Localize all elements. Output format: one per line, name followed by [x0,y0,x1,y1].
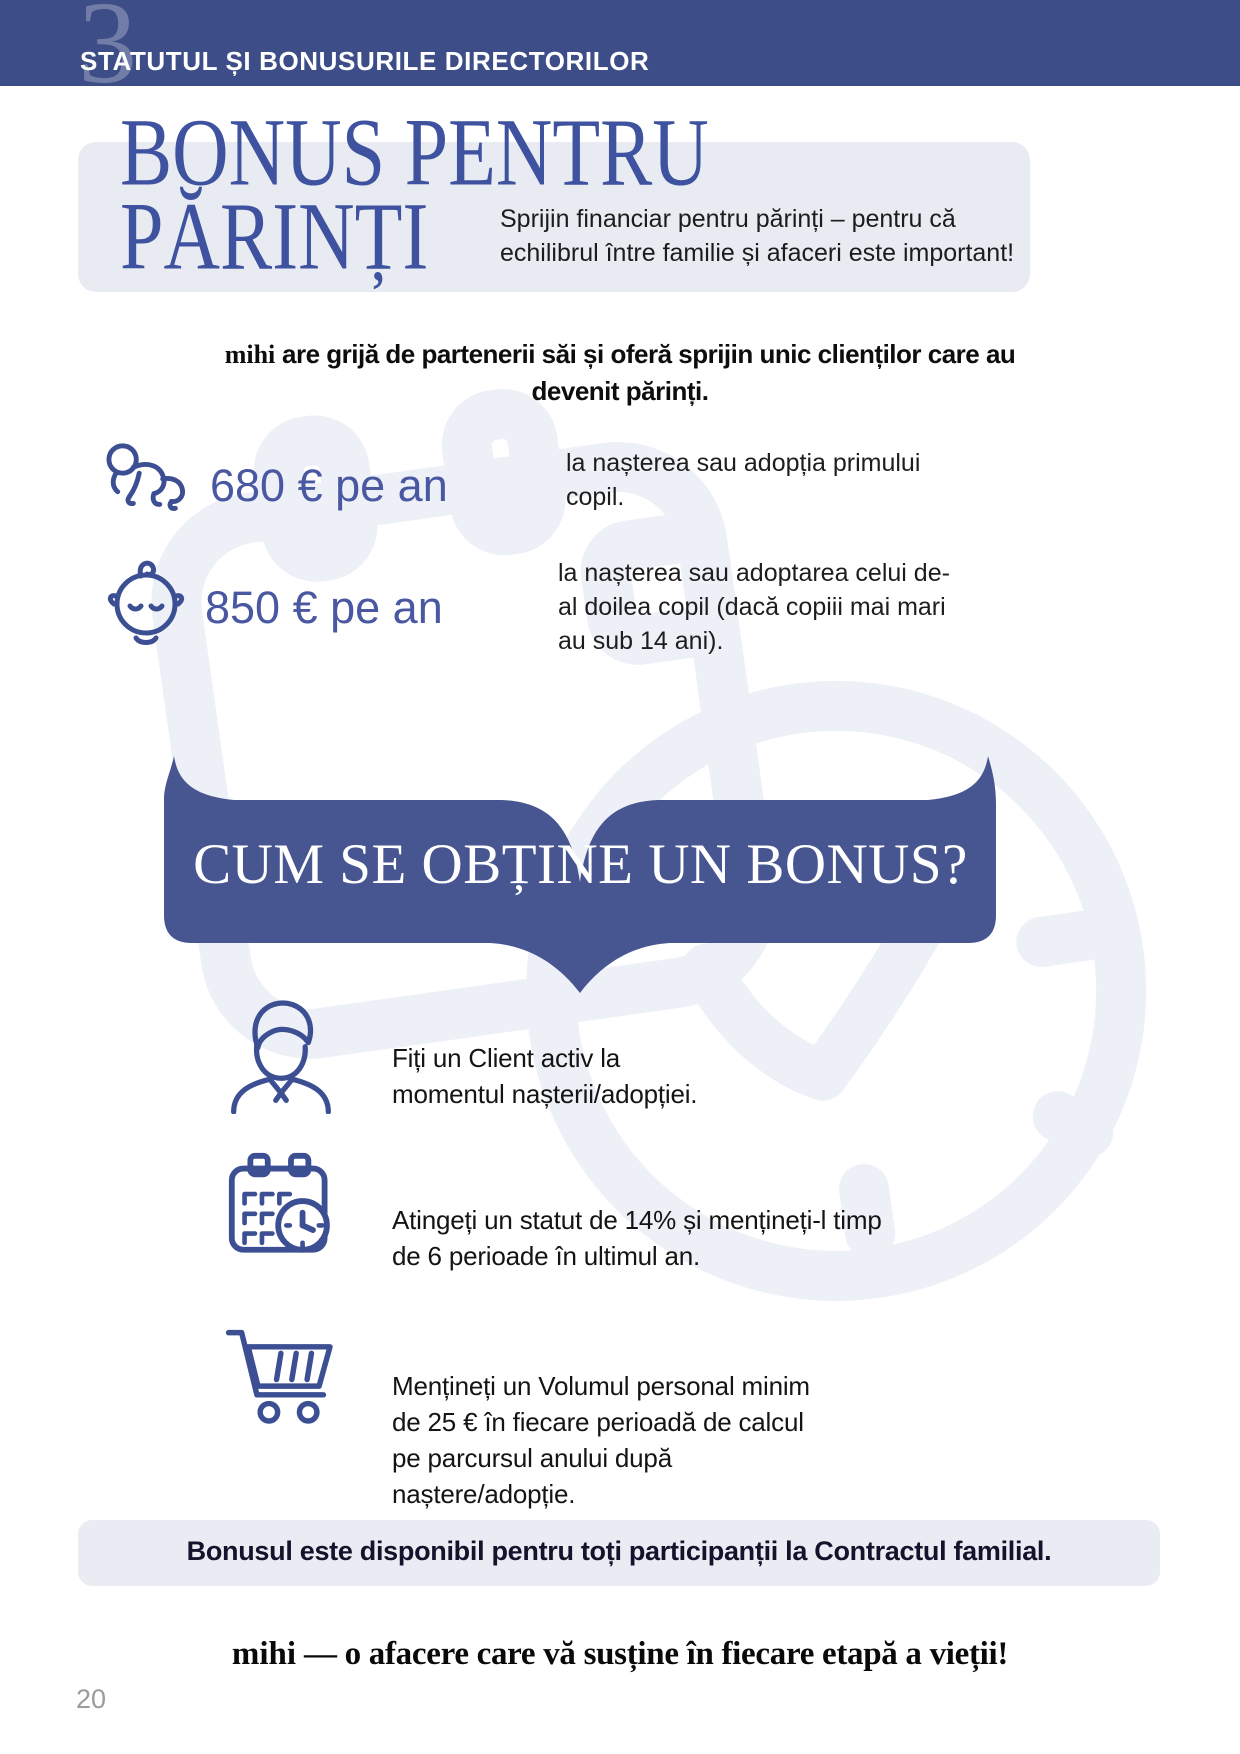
chapter-number: 3 [78,0,137,108]
person-icon [222,992,340,1114]
calendar-clock-icon [226,1150,342,1266]
chapter-title: STATUTUL ȘI BONUSURILE DIRECTORILOR [80,46,650,76]
benefit-desc-2: la nașterea sau adoptarea celui de-al doilea copil (dacă copiii mai mari au sub 14 ani). [558,559,950,655]
benefit-desc-1: la nașterea sau adopția primului copil. [566,449,921,511]
baby-crawling-icon [100,436,198,522]
benefit-amount-2: 850 € pe an [205,582,443,633]
chapter-header-bar [0,0,1240,108]
footer-note: Bonusul este disponibil pentru toți participanții la Contractul familial. [186,1536,1052,1566]
page-title-line1: BONUS PENTRU [120,98,709,206]
banner-title: CUM SE OBȚINE UN BONUS? [193,833,968,896]
page-number: 20 [76,1684,107,1714]
page-title-line2: PĂRINȚI [120,182,429,290]
step-text-1: Fiți un Client activ la momentul nașterii/adopției. [392,1043,698,1109]
brand-slogan: mihi — o afacere care vă susține în fiecare etapă a vieții! [231,1636,1009,1672]
baby-face-icon [100,552,192,648]
brand-name: mihi [231,1636,297,1672]
lead-paragraph: mihi are grijă de partenerii săi și oferă sprijin unic clienților care au devenit părinți. [224,339,1016,406]
benefit-amount-1: 680 € pe an [210,460,448,511]
step-text-3: Mențineți un Volumul personal minim de 25 € în fiecare perioadă de calcul pe parcursul anului după naștere/adopție. [392,1371,810,1509]
brand-name: mihi [224,340,276,369]
shopping-cart-icon [222,1318,342,1428]
hero-subtitle: Sprijin financiar pentru părinți – pentru că echilibrul între familie și afaceri este important! [500,205,1015,267]
step-text-2: Atingeți un statut de 14% și mențineți-l timp de 6 perioade în ultimul an. [392,1205,882,1271]
